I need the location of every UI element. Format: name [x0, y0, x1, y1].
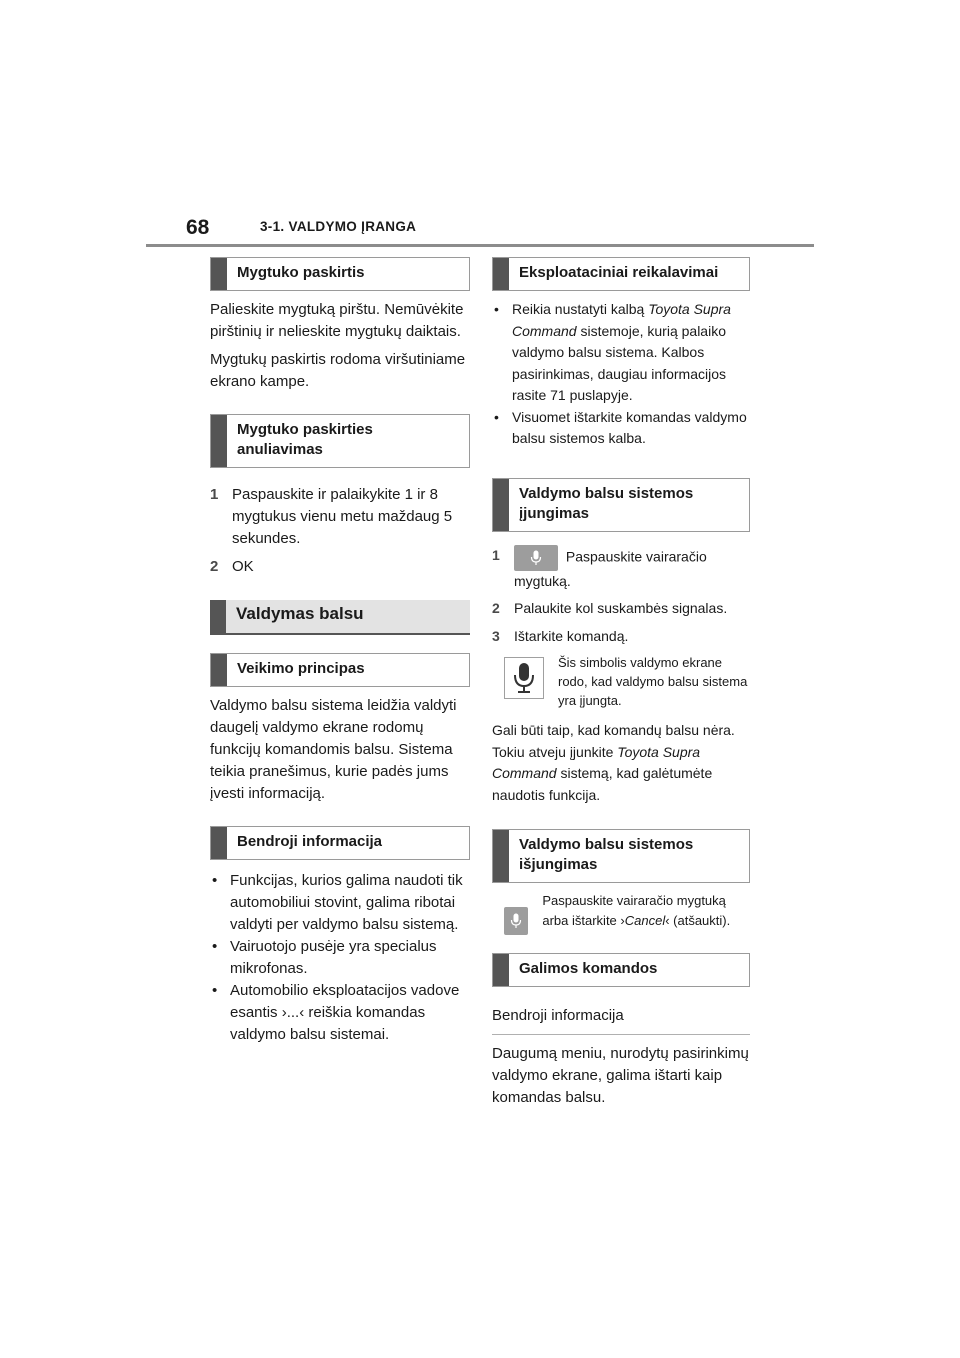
- step-number: 1: [492, 546, 500, 563]
- step-number: 1: [210, 486, 219, 503]
- steering-voice-button: [514, 545, 558, 571]
- section-heading-valdymas-balsu: Valdymas balsu: [210, 600, 470, 635]
- bullet-text: Funkcijas, kurios galima naudoti tik automobiliui stovint, galima ribotai valdyti per valdymo balsu sistemą.: [230, 872, 463, 933]
- list-item: • Automobilio eksploatacijos vadove esantis ›...‹ reiškia komandas valdymo balsu sistemai.: [210, 980, 470, 1046]
- paragraph: Mygtukų paskirtis rodoma viršutiniame ekrano kampe.: [210, 351, 466, 390]
- microphone-icon: [510, 913, 522, 929]
- bullet-text: Automobilio eksploatacijos vadove esantis ›...‹ reiškia komandas valdymo balsu sistemai.: [230, 982, 460, 1043]
- step-item: [492, 545, 750, 593]
- off-description: Paspauskite vairaračio mygtuką arba ištarkite ›Cancel‹ (atšaukti).: [542, 893, 731, 928]
- step-item: [492, 626, 750, 648]
- step-text: OK: [232, 558, 254, 575]
- step-number: 2: [210, 558, 219, 575]
- step-item: [210, 484, 470, 550]
- paragraph: Daugumą meniu, nurodytų pasirinkimų valdymo ekrane, galima ištarti kaip komandas balsu.: [492, 1045, 749, 1106]
- microphone-active-icon: [504, 657, 544, 699]
- heading-isjungimas: Valdymo balsu sistemos išjungimas: [492, 829, 750, 883]
- steering-voice-button: [504, 907, 528, 935]
- list-item: • Visuomet ištarkite komandas valdymo balsu sistemos kalba.: [492, 407, 750, 450]
- heading-eksploataciniai-reikalavimai: Eksploataciniai reikalavimai: [492, 257, 750, 291]
- step-item: [492, 598, 750, 620]
- right-column: [492, 257, 750, 1109]
- header-rule: [146, 244, 814, 247]
- step-item: [210, 556, 470, 578]
- step-text: Ištarkite komandą.: [514, 627, 629, 644]
- off-note: [504, 891, 750, 935]
- heading-veikimo-principas: Veikimo principas: [210, 653, 470, 687]
- list-item: • Vairuotojo pusėje yra specialus mikrofonas.: [210, 936, 470, 980]
- step-text: Paspauskite vairaračio mygtuką.: [514, 545, 750, 593]
- paragraph: Palieskite mygtuką pirštu. Nemūvėkite pirštinių ir nelieskite mygtukų daiktais.: [210, 301, 464, 340]
- heading-galimos-komandos: Galimos komandos: [492, 953, 750, 987]
- step-text: Paspauskite ir palaikykite 1 ir 8 mygtukus vienu metu maždaug 5 sekundes.: [232, 486, 453, 547]
- symbol-note: [504, 657, 750, 710]
- microphone-icon: [530, 550, 542, 566]
- bullet-list: [492, 299, 750, 450]
- heading-ijungimas: Valdymo balsu sistemos įjungimas: [492, 478, 750, 532]
- paragraph: Gali būti taip, kad komandų balsu nėra. Tokiu atveju įjunkite Toyota Supra Command sistemą, kad galėtumėte naudotis funkcija.: [492, 722, 735, 803]
- paragraph: Valdymo balsu sistema leidžia valdyti daugelį valdymo ekrane rodomų funkcijų komandomis balsu. Sistema teikia pranešimus, kurie padės jums įvesti informaciją.: [210, 697, 457, 802]
- step-text: Palaukite kol suskambės signalas.: [514, 600, 728, 616]
- symbol-description: Šis simbolis valdymo ekrane rodo, kad valdymo balsu sistema yra įjungta.: [558, 655, 748, 708]
- heading-mygtuko-paskirtis: Mygtuko paskirtis: [210, 257, 470, 291]
- bullet-text: Reikia nustatyti kalbą Toyota Supra Command sistemoje, kurią palaiko valdymo balsu sistema. Kalbos pasirinkimas, daugiau informacijos rasite 71 puslapyje.: [512, 301, 731, 403]
- list-item: • Reikia nustatyti kalbą Toyota Supra Command sistemoje, kurią palaiko valdymo balsu sistema. Kalbos pasirinkimas, daugiau informacijos rasite 71 puslapyje.: [492, 299, 750, 407]
- list-item: • Funkcijas, kurios galima naudoti tik automobiliui stovint, galima ribotai valdyti per valdymo balsu sistemą.: [210, 870, 470, 936]
- bullet-text: Visuomet ištarkite komandas valdymo balsu sistemos kalba.: [512, 408, 747, 446]
- bullet-list: [210, 870, 470, 1046]
- step-number: 3: [492, 627, 500, 644]
- step-number: 2: [492, 600, 500, 616]
- left-column: [210, 257, 470, 1046]
- heading-anuliavimas: Mygtuko paskirties anuliavimas: [210, 414, 470, 468]
- bullet-text: Vairuotojo pusėje yra specialus mikrofonas.: [230, 938, 437, 977]
- heading-bendroji-informacija: Bendroji informacija: [210, 826, 470, 860]
- subheading-bendroji-informacija: Bendroji informacija: [492, 999, 750, 1035]
- chapter-title: 3-1. VALDYMO ĮRANGA: [260, 219, 417, 234]
- page-number: 68: [186, 216, 210, 239]
